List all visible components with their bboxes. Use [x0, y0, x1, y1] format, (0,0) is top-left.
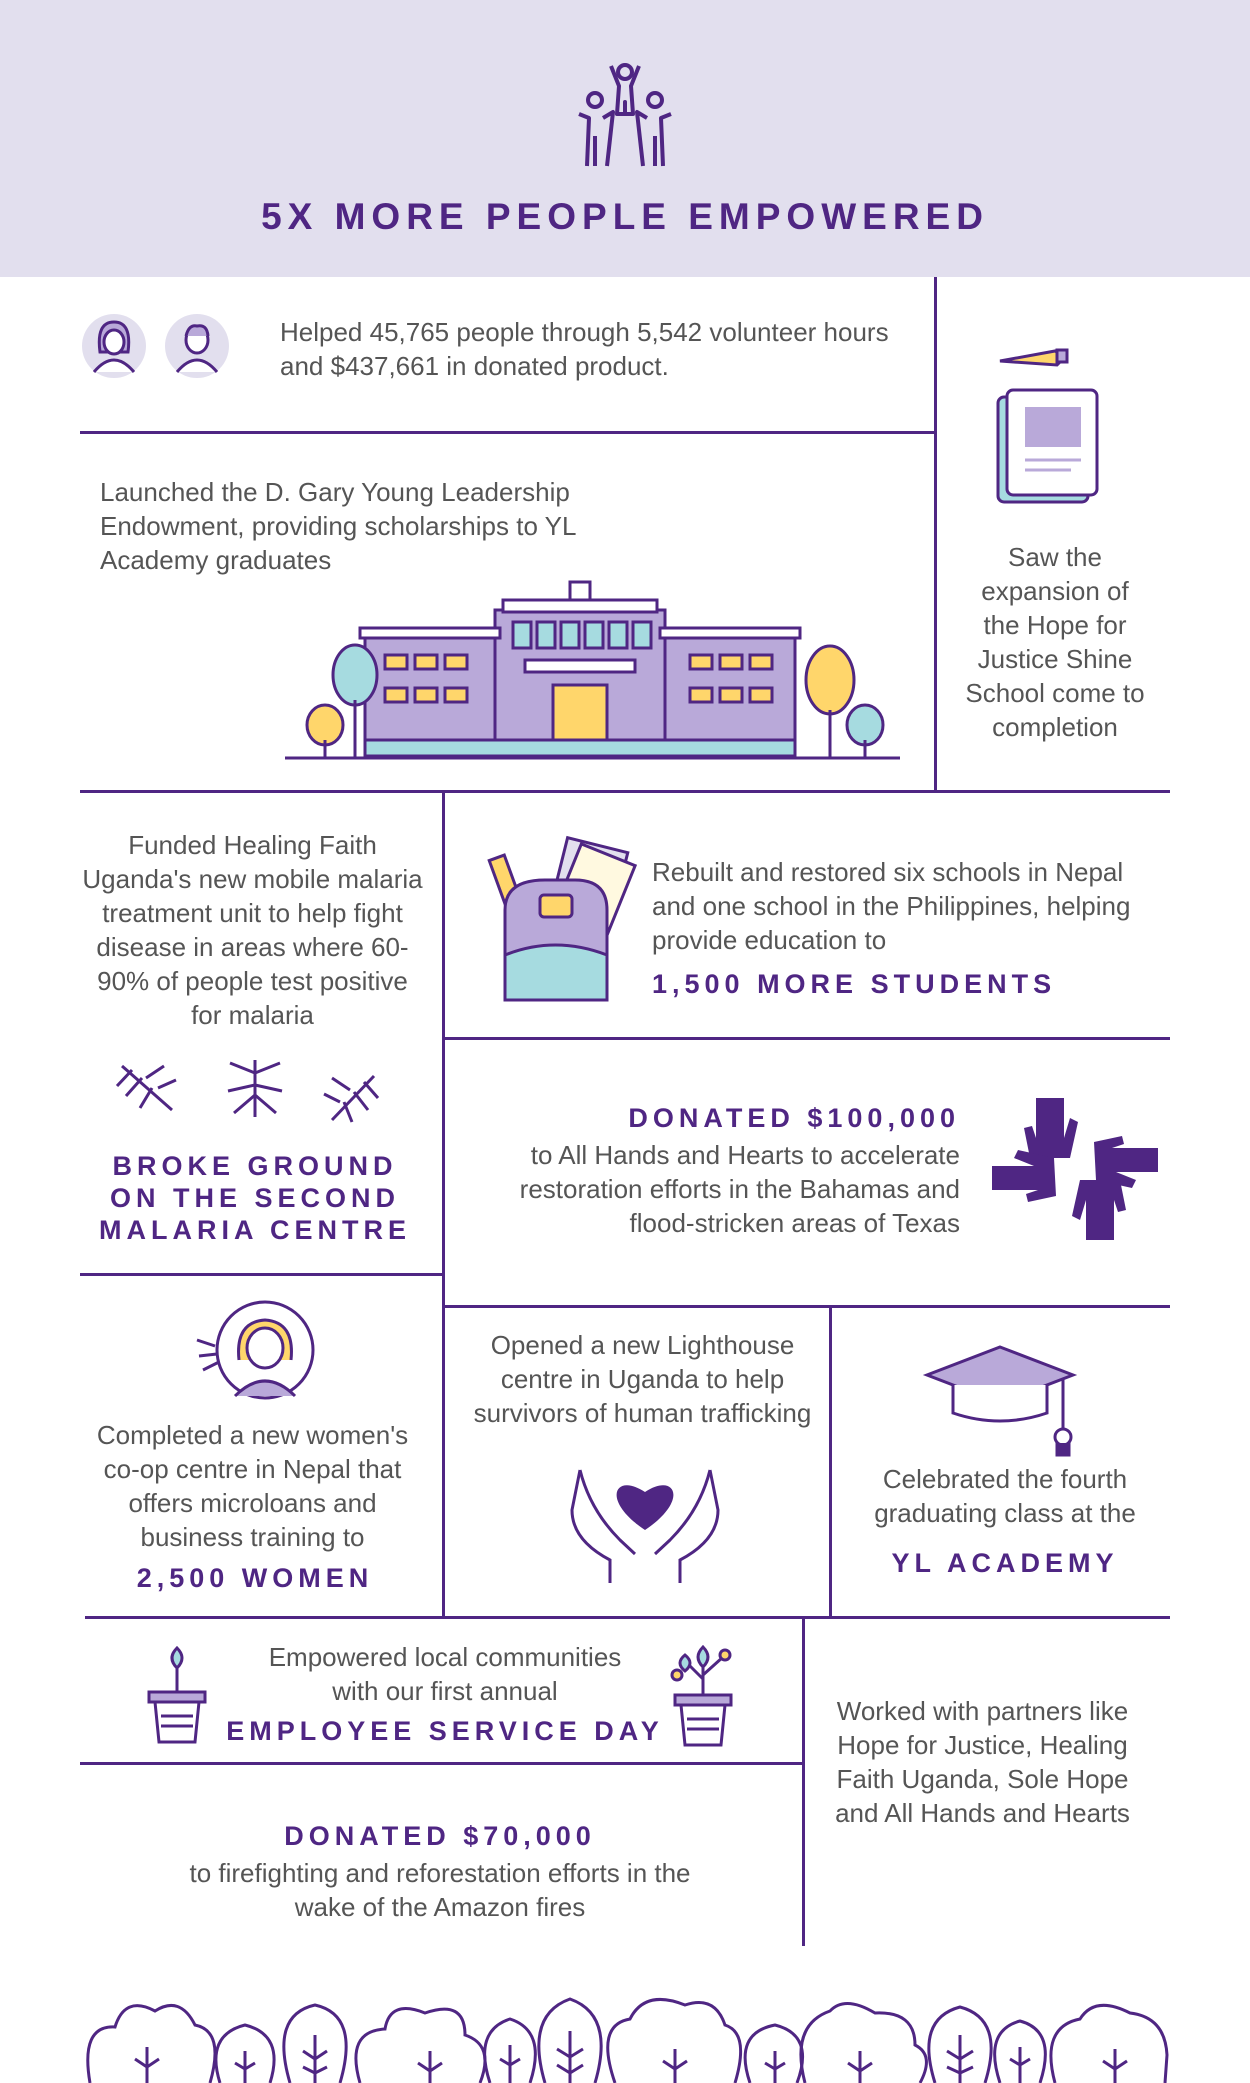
divider	[80, 431, 934, 434]
potted-plant-flowering-icon	[665, 1635, 741, 1747]
divider	[85, 1616, 1170, 1619]
divider	[442, 790, 445, 1616]
students-heading: 1,500 MORE STUDENTS	[652, 969, 1057, 999]
lighthouse-text: Opened a new Lighthouse centre in Uganda to help survivors of human trafficking	[473, 1330, 812, 1428]
man-avatar-icon	[163, 312, 231, 380]
service-text: Empowered local communities with our first annual	[268, 1642, 622, 1706]
school-building-icon	[285, 580, 900, 760]
graduation-cap-icon	[925, 1345, 1075, 1455]
people-pyramid-icon	[573, 62, 677, 170]
divider	[442, 1305, 1170, 1308]
mosquito-icon	[322, 1070, 382, 1126]
backpack-icon	[495, 840, 635, 1005]
woman-avatar-icon	[80, 312, 148, 380]
divider	[442, 1037, 1170, 1040]
page-title: 5X MORE PEOPLE EMPOWERED	[261, 196, 989, 237]
divider	[80, 1273, 442, 1276]
mosquito-icon	[112, 1058, 182, 1118]
malaria-centre-heading: BROKE GROUND ON THE SECOND MALARIA CENTRE	[99, 1151, 411, 1245]
divider	[829, 1305, 832, 1616]
donated-100k-text: to All Hands and Hearts to accelerate restoration efforts in the Bahamas and flood-stricken areas of Texas	[519, 1140, 960, 1238]
endowment-text: Launched the D. Gary Young Leadership Endowment, providing scholarships to YL Academy graduates	[100, 477, 576, 575]
tree-row-illustration	[85, 1955, 1170, 2083]
donated-70k-text: to firefighting and reforestation efforts in the wake of the Amazon fires	[189, 1858, 691, 1922]
donated-70k-heading: DONATED $70,000	[284, 1821, 596, 1851]
divider	[80, 1762, 802, 1765]
coop-text: Completed a new women's co-op centre in Nepal that offers microloans and business training to	[96, 1420, 409, 1552]
divider	[80, 790, 1170, 793]
headset-woman-avatar-icon	[195, 1300, 315, 1400]
helped-text: Helped 45,765 people through 5,542 volunteer hours and $437,661 in donated product.	[280, 317, 889, 381]
divider	[934, 277, 937, 792]
partners-text: Worked with partners like Hope for Justice, Healing Faith Uganda, Sole Hope and All Hands and Hearts	[835, 1696, 1130, 1828]
shine-school-text: Saw the expansion of the Hope for Justice Shine School come to completion	[965, 542, 1145, 742]
donated-100k-heading: DONATED $100,000	[628, 1103, 960, 1133]
notebook-pencil-icon	[995, 345, 1105, 510]
hands-holding-heart-icon	[560, 1470, 730, 1585]
graduating-text: Celebrated the fourth graduating class at the	[874, 1464, 1136, 1528]
malaria-unit-text: Funded Healing Faith Uganda's new mobile malaria treatment unit to help fight disease in areas where 60-90% of people test positive for malaria	[82, 830, 423, 1030]
service-heading: EMPLOYEE SERVICE DAY	[226, 1716, 664, 1746]
mosquito-icon	[220, 1055, 290, 1121]
academy-heading: YL ACADEMY	[891, 1548, 1119, 1578]
schools-text: Rebuilt and restored six schools in Nepal and one school in the Philippines, helping provide education to	[652, 857, 1131, 955]
women-heading: 2,500 WOMEN	[136, 1563, 374, 1593]
potted-plant-icon	[145, 1640, 209, 1745]
hands-heart-icon	[990, 1088, 1160, 1248]
divider	[802, 1616, 805, 1946]
